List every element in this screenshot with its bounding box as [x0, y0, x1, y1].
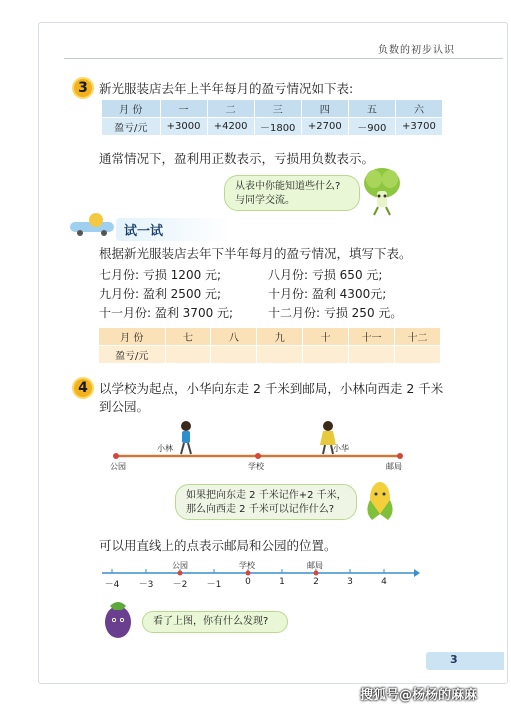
person-label-xiaohua: 小华	[333, 444, 349, 453]
table-header-cell: 四	[301, 100, 348, 118]
table-header-cell: 十	[303, 328, 349, 346]
discussion-speech-bubble	[224, 175, 360, 211]
empty-answer-cell	[165, 346, 211, 364]
table-cell: +2700	[301, 118, 348, 136]
first-half-profit-table	[102, 100, 443, 136]
list-item: 八月份: 亏损 650 元;	[268, 268, 383, 282]
discovery-speech-bubble: 看了上图，你有什么发现?	[142, 611, 288, 633]
table-header-cell: 三	[254, 100, 301, 118]
second-half-profit-table	[99, 328, 441, 364]
road-diagram	[108, 418, 408, 464]
car-mascot-illustration	[66, 212, 118, 238]
try-it-intro: 根据新光服装店去年下半年每月的盈亏情况，填写下表。	[99, 246, 412, 261]
try-it-heading: 试一试	[116, 218, 232, 241]
tick-label: 2	[313, 577, 319, 587]
numberline-park-label: 公园	[172, 561, 188, 570]
empty-answer-cell	[395, 346, 441, 364]
bubble-line: 从表中你能知道些什么?	[235, 181, 341, 192]
section-number-badge: 3	[72, 77, 94, 99]
empty-answer-cell	[349, 346, 395, 364]
list-item: 十月份: 盈利 4300元;	[268, 287, 387, 301]
table-header-cell: 六	[395, 100, 442, 118]
tick-label: 4	[381, 577, 387, 587]
person-label-xiaolin: 小林	[157, 444, 173, 453]
numberline-school-label: 学校	[239, 561, 255, 570]
second-half-items-right	[268, 266, 402, 323]
list-item: 七月份: 亏损 1200 元;	[99, 268, 222, 282]
table-cell: +3000	[160, 118, 207, 136]
section4-text-line1: 以学校为起点，小华向东走 2 千米到邮局，小林向西走 2 千米	[99, 381, 444, 396]
table-header-cell: 七	[165, 328, 211, 346]
table-header-cell: 五	[348, 100, 395, 118]
table-header-cell: 八	[211, 328, 257, 346]
section4-text-line2: 到公园。	[99, 399, 150, 414]
bubble-line: 与同学交流。	[235, 195, 295, 206]
tick-label: 3	[347, 577, 353, 587]
tick-label: －1	[206, 580, 222, 590]
park-label: 公园	[110, 462, 126, 471]
table-header-cell: 月 份	[99, 328, 165, 346]
section3-intro: 新光服装店去年上半年每月的盈亏情况如下表:	[99, 81, 354, 96]
table-row	[102, 118, 443, 136]
table-row-label: 盈亏/元	[99, 346, 165, 364]
sign-convention-note: 通常情况下，盈利用正数表示，亏损用负数表示。	[99, 151, 375, 166]
tick-label: 1	[279, 577, 285, 587]
table-header-cell: 十一	[349, 328, 395, 346]
page-number: 3	[450, 653, 458, 666]
table-cell: －900	[348, 118, 395, 136]
header-divider	[64, 58, 503, 59]
table-cell: －1800	[254, 118, 301, 136]
table-cell: +3700	[395, 118, 442, 136]
tick-label: －4	[104, 580, 120, 590]
post-office-label: 邮局	[386, 462, 402, 471]
table-header-cell: 十二	[395, 328, 441, 346]
eggplant-mascot-illustration	[98, 596, 138, 642]
second-half-items-left	[99, 266, 233, 323]
tick-label: －3	[138, 580, 154, 590]
tick-label: －2	[172, 580, 188, 590]
cabbage-mascot-illustration	[360, 165, 404, 217]
table-header-cell: 一	[160, 100, 207, 118]
table-row	[99, 346, 441, 364]
empty-answer-cell	[257, 346, 303, 364]
table-cell: +4200	[207, 118, 254, 136]
bubble-line: 如果把向东走 2 千米记作+2 千米，	[186, 490, 347, 501]
table-header-cell: 二	[207, 100, 254, 118]
table-header-row	[102, 100, 443, 118]
page-number-bar	[426, 652, 504, 670]
table-header-cell: 月 份	[102, 100, 160, 118]
section-number-badge: 4	[72, 377, 94, 399]
table-row-label: 盈亏/元	[102, 118, 160, 136]
question-speech-bubble	[175, 484, 357, 520]
bubble-line: 那么向西走 2 千米可以记作什么?	[186, 504, 335, 515]
empty-answer-cell	[211, 346, 257, 364]
watermark-text: 搜狐号@杨杨的麻麻	[360, 688, 478, 703]
table-header-row	[99, 328, 441, 346]
chapter-title: 负数的初步认识	[378, 45, 455, 56]
table-header-cell: 九	[257, 328, 303, 346]
numberline-post-office-label: 邮局	[307, 561, 323, 570]
corn-mascot-illustration	[362, 476, 398, 524]
tick-label: 0	[245, 577, 251, 587]
empty-answer-cell	[303, 346, 349, 364]
number-line-note: 可以用直线上的点表示邮局和公园的位置。	[99, 538, 337, 553]
list-item: 十一月份: 盈利 3700 元;	[99, 306, 234, 320]
school-label: 学校	[248, 462, 264, 471]
list-item: 九月份: 盈利 2500 元;	[99, 287, 222, 301]
list-item: 十二月份: 亏损 250 元。	[268, 306, 403, 320]
